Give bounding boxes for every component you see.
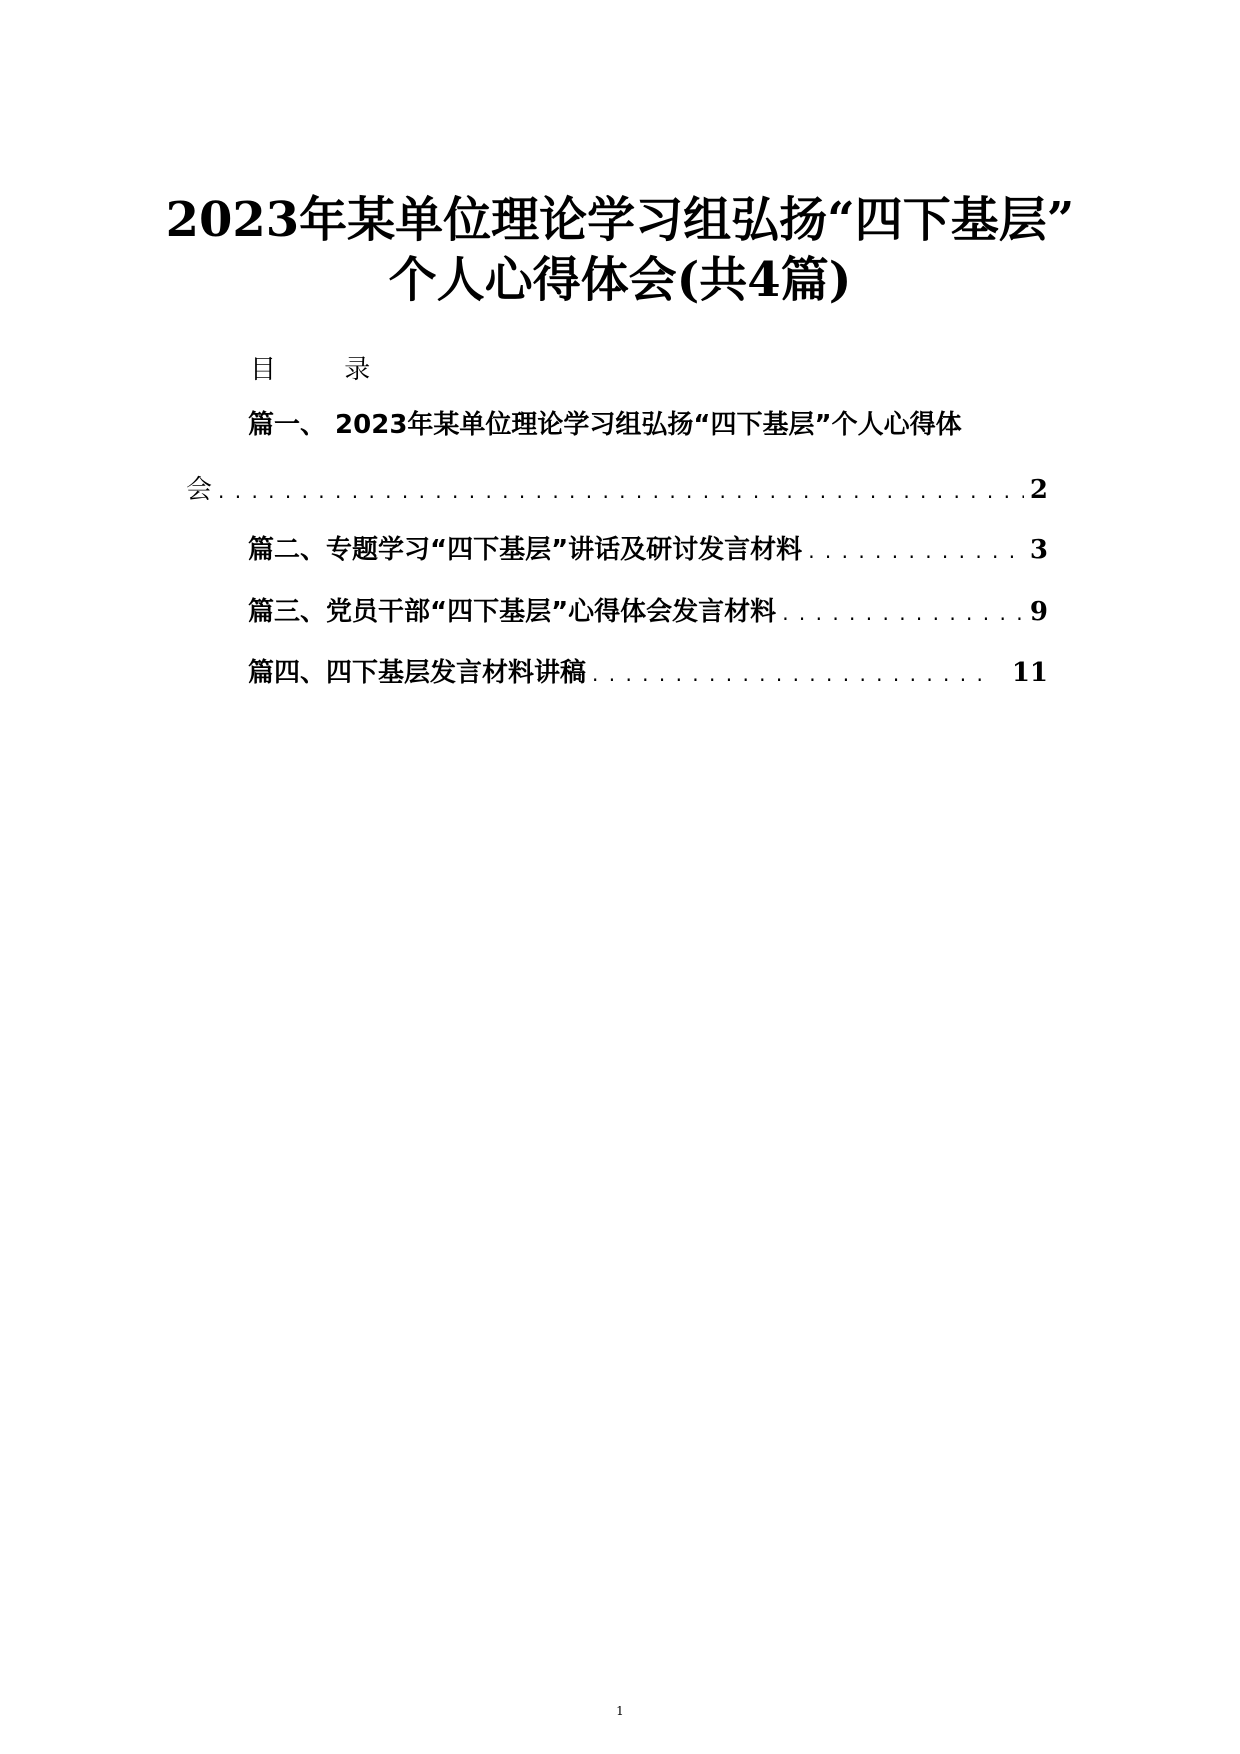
document-title-line-2: 个人心得体会(共4篇) bbox=[388, 252, 852, 308]
toc-entry-label: 篇四、四下基层发言材料讲稿 bbox=[248, 658, 587, 688]
dot-leader bbox=[782, 593, 1024, 633]
dot-leader bbox=[218, 471, 1024, 511]
toc-heading: 目 录 bbox=[250, 355, 401, 385]
toc-entry-label: 篇一、 2023年某单位理论学习组弘扬“四下基层”个人心得体 bbox=[248, 410, 962, 440]
page-number: 1 bbox=[616, 1704, 624, 1718]
toc-entry-3[interactable] bbox=[248, 592, 1048, 633]
dot-leader bbox=[808, 531, 1024, 571]
dot-leader bbox=[592, 654, 992, 694]
toc-entry-page: 2 bbox=[1029, 475, 1048, 505]
toc-entry-page: 9 bbox=[1029, 597, 1048, 627]
document-title-line-1: 2023年某单位理论学习组弘扬“四下基层” bbox=[165, 192, 1075, 248]
toc-entry-2[interactable] bbox=[248, 530, 1048, 571]
toc-entry-label-wrap: 会 bbox=[186, 475, 213, 505]
toc-entry-1-continued[interactable] bbox=[186, 470, 1048, 511]
toc-entry-label: 篇二、专题学习“四下基层”讲话及研讨发言材料 bbox=[248, 535, 803, 565]
toc-entry-page: 3 bbox=[1029, 535, 1048, 565]
toc-entry-page: 11 bbox=[1011, 658, 1048, 688]
toc-entry-label: 篇三、党员干部“四下基层”心得体会发言材料 bbox=[248, 597, 777, 627]
toc-entry-4[interactable] bbox=[248, 653, 1048, 694]
toc-entry-1[interactable] bbox=[248, 405, 1048, 445]
